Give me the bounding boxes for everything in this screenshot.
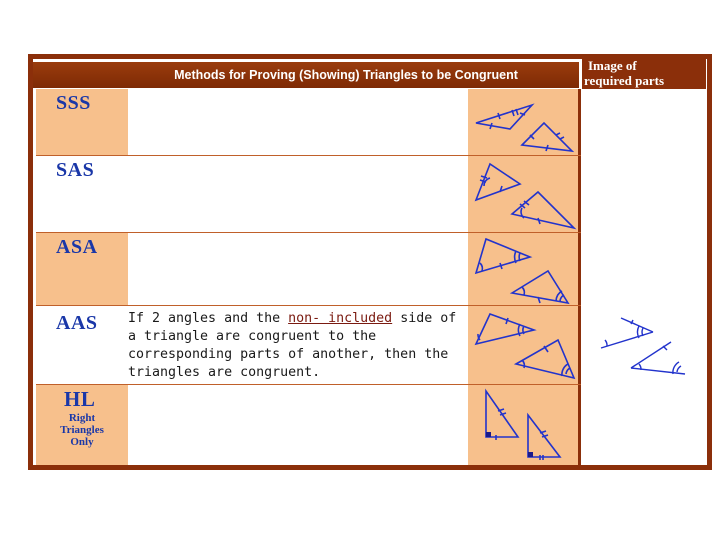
diagram-cell-aas [468, 306, 578, 384]
image-column-header-line2: required parts [584, 73, 665, 88]
sss-triangles-diagram [468, 89, 578, 155]
aas-definition-underlined: non- included [288, 311, 393, 326]
diagram-cell-sss [468, 89, 578, 155]
diagram-cell-hl [468, 385, 578, 465]
diagram-cell-asa [468, 233, 578, 305]
method-abbr-sas: SAS [56, 159, 95, 181]
image-column-header [582, 57, 706, 89]
method-cell-sas [36, 156, 128, 232]
hl-note-line1: Right [68, 412, 96, 424]
definition-cell-sas [128, 156, 468, 232]
diagram-cell-sas [468, 156, 578, 232]
hl-note-line2: Triangles [60, 424, 104, 436]
hl-note-line3: Only [70, 436, 94, 448]
required-parts-cell-aas [581, 308, 707, 384]
aas-definition-part2: side of a triangle are congruent to the corresponding parts of another, then the triangles are congruent. [128, 311, 457, 380]
definition-cell-sss [128, 89, 468, 155]
aas-definition-part1: If 2 angles and the [128, 311, 289, 326]
method-cell-asa [36, 233, 128, 305]
table-title [33, 62, 579, 88]
method-abbr-hl: HL [64, 387, 96, 411]
aas-triangles-diagram [468, 306, 578, 384]
aas-definition [128, 310, 468, 382]
method-abbr-aas: AAS [56, 312, 98, 334]
definition-cell-asa [128, 233, 468, 305]
method-cell-sss [36, 89, 128, 155]
definition-cell-hl [128, 385, 468, 465]
table-title-text: Methods for Proving (Showing) Triangles to be Congruent [174, 68, 518, 82]
sas-triangles-diagram [468, 156, 578, 232]
method-cell-aas [36, 306, 128, 384]
method-abbr-asa: ASA [56, 236, 98, 258]
aas-required-parts-diagram [581, 308, 707, 384]
image-column-header-line1: Image of [588, 58, 637, 73]
required-parts-cell-sss [581, 92, 707, 150]
method-abbr-sss: SSS [56, 92, 91, 114]
hl-triangles-diagram [468, 385, 578, 465]
required-parts-cell-sas [581, 158, 707, 232]
required-parts-cell-hl [581, 389, 707, 465]
method-cell-hl [36, 385, 128, 465]
asa-triangles-diagram [468, 233, 578, 305]
required-parts-cell-asa [581, 237, 707, 303]
